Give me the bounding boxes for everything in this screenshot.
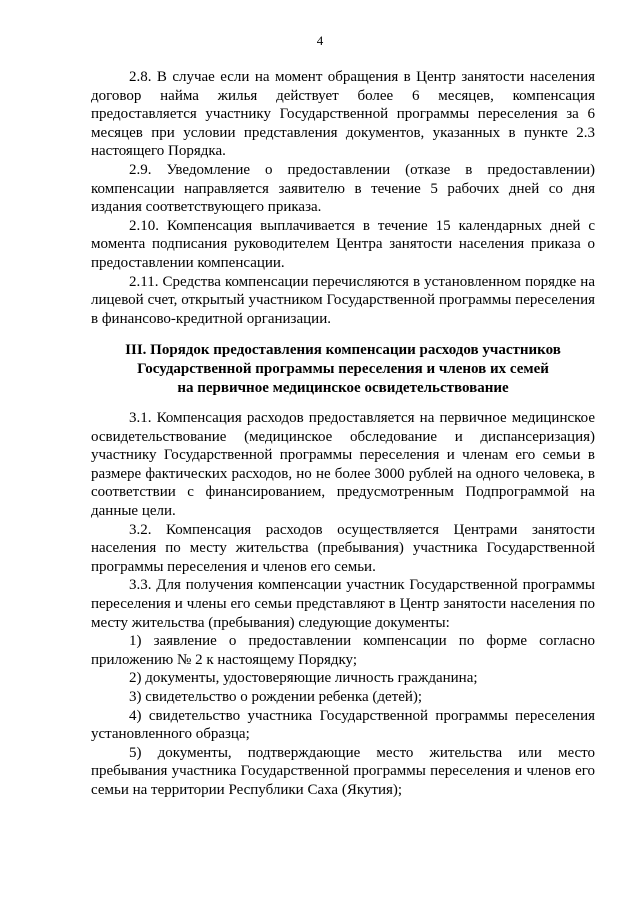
paragraph-2-8: 2.8. В случае если на момент обращения в Центр занятости населения договор найма жилья действует более 6 месяцев, компенсация предоставляется участнику Государственной программы переселения за 6 месяцев при условии представления документов, указанных в пункте 2.3 настоящего Порядка. — [91, 69, 595, 160]
paragraph-3-3: 3.3. Для получения компенсации участник Государственной программы переселения и члены его семьи представляют в Центр занятости населения по месту жительства (пребывания) следующие документы: — [91, 577, 595, 631]
paragraph-3-1: 3.1. Компенсация расходов предоставляется на первичное медицинское освидетельствование (медицинское обследование и диспансеризация) участнику Государственной программы переселения и членам его семьи в размере фактических расходов, но не более 3000 рублей на одного человека, в соответствии с финансированием, предусмотренным Подпрограммой на данные цели. — [91, 410, 595, 520]
paragraph-2-9: 2.9. Уведомление о предоставлении (отказе в предоставлении) компенсации направляется заявителю в течение 5 рабочих дней со дня издания соответствующего приказа. — [91, 161, 595, 216]
list-item-5: 5) документы, подтверждающие место жительства или место пребывания участника Государственной программы переселения и членов его семьи на территории Республики Саха (Якутия); — [91, 744, 595, 798]
paragraph-3-2: 3.2. Компенсация расходов осуществляется Центрами занятости населения по месту жительства (пребывания) участника Государственной программы переселения и членов его семьи. — [91, 521, 595, 575]
paragraph-2-11: 2.11. Средства компенсации перечисляются в установленном порядке на лицевой счет, открытый участником Государственной программы переселения в финансово-кредитной организации. — [91, 273, 595, 327]
list-item-4: 4) свидетельство участника Государственной программы переселения установленного образца; — [91, 707, 595, 743]
list-item-1: 1) заявление о предоставлении компенсации по форме согласно приложению № 2 к настоящему Порядку; — [91, 633, 595, 668]
list-item-3: 3) свидетельство о рождении ребенка (детей); — [129, 689, 423, 705]
section-heading-line: на первичное медицинское освидетельствование — [177, 379, 509, 396]
page-number: 4 — [316, 33, 324, 48]
list-item-2: 2) документы, удостоверяющие личность гражданина; — [129, 670, 478, 687]
section-heading-line: Государственной программы переселения и членов их семей — [137, 360, 549, 377]
document-body — [91, 68, 595, 800]
section-heading-line: III. Порядок предоставления компенсации расходов участников — [125, 342, 561, 359]
paragraph-2-10: 2.10. Компенсация выплачивается в течение 15 календарных дней с момента подписания руководителем Центра занятости населения приказа о предоставлении компенсации. — [91, 217, 595, 271]
section-heading — [91, 341, 595, 397]
